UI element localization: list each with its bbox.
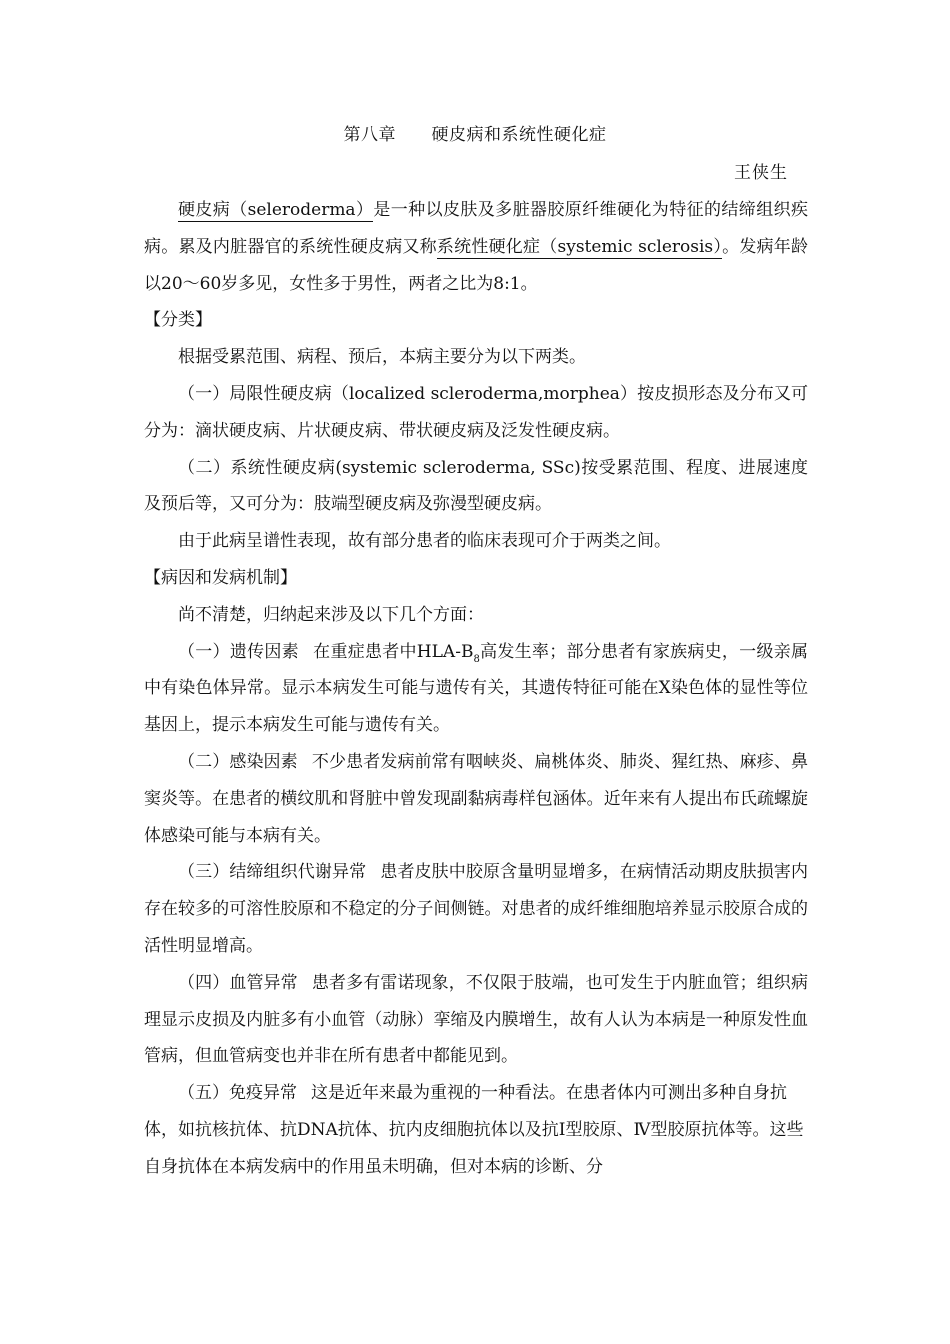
section-heading-classification: 【分类】 <box>144 310 212 331</box>
etiology-metabolism-label: （三）结缔组织代谢异常 <box>178 862 367 883</box>
chapter-name: 硬皮病和系统性硬化症 <box>431 125 607 145</box>
etiology-genetic <box>144 634 808 744</box>
chapter-title <box>0 120 950 145</box>
etiology-vascular-label: （四）血管异常 <box>178 972 298 993</box>
chapter-number: 第八章 <box>343 125 397 145</box>
intro-text-1: 是一种以皮肤及多脏器胶原纤维硬化为特征的结缔组织疾病。累及内脏器官的系统性硬皮病又称 <box>144 200 808 257</box>
etiology-vascular-text: 患者多有雷诺现象，不仅限于肢端，也可发生于内脏血管；组织病理显示皮损及内脏多有小血管（动脉）挛缩及内膜增生，故有人认为本病是一种原发性血管病，但血管病变也并非在所有患者中都能见到。 <box>144 972 809 1067</box>
classification-localized: （一）局限性硬皮病（localized scleroderma,morphea）按皮损形态及分布又可分为：滴状硬皮病、片状硬皮病、带状硬皮病及泛发性硬皮病。 <box>144 383 808 441</box>
term-systemic-sclerosis: 系统性硬化症（systemic sclerosis） <box>436 236 723 257</box>
etiology-infection <box>144 744 808 854</box>
etiology-metabolism-text: 患者皮肤中胶原含量明显增多，在病情活动期皮肤损害内存在较多的可溶性胶原和不稳定的分子间侧链。对患者的成纤维细胞培养显示胶原合成的活性明显增高。 <box>144 862 809 956</box>
etiology-vascular <box>144 965 808 1075</box>
classification-intro: 根据受累范围、病程、预后，本病主要分为以下两类。 <box>178 347 586 368</box>
document-body <box>144 192 808 1186</box>
classification-note: 由于此病呈谱性表现，故有部分患者的临床表现可介于两类之间。 <box>178 531 671 552</box>
etiology-immune-label: （五）免疫异常 <box>178 1083 297 1104</box>
hla-subscript: 8 <box>473 653 480 665</box>
etiology-genetic-text-a: 在重症患者中HLA-B <box>312 641 474 662</box>
etiology-infection-text: 不少患者发病前常有咽峡炎、扁桃体炎、肺炎、猩红热、麻疹、鼻窦炎等。在患者的横纹肌和肾脏中曾发现副黏病毒样包涵体。近年来有人提出布氏疏螺旋体感染可能与本病有关。 <box>144 751 809 846</box>
etiology-genetic-text-b: 高发生率；部分患者有家族病史，一级亲属中有染色体异常。显示本病发生可能与遗传有关，其遗传特征可能在X染色体的显性等位基因上，提示本病发生可能与遗传有关。 <box>144 641 809 736</box>
etiology-immune <box>144 1075 808 1185</box>
classification-systemic: （二）系统性硬皮病(systemic scleroderma, SSc)按受累范围、程度、进展速度及预后等，又可分为：肢端型硬皮病及弥漫型硬皮病。 <box>144 457 808 515</box>
etiology-immune-text: 这是近年来最为重视的一种看法。在患者体内可测出多种自身抗体，如抗核抗体、抗DNA抗体、抗内皮细胞抗体以及抗Ⅰ型胶原、Ⅳ型胶原抗体等。这些自身抗体在本病发病中的作用虽未明确，但对本病的诊断、分 <box>144 1083 804 1177</box>
term-scleroderma: 硬皮病（seleroderma） <box>178 200 374 220</box>
etiology-intro: 尚不清楚，归纳起来涉及以下几个方面： <box>178 604 484 625</box>
intro-paragraph <box>144 192 808 302</box>
etiology-genetic-label: （一）遗传因素 <box>178 641 299 662</box>
etiology-metabolism <box>144 854 808 964</box>
intro-text-2: 。发病年龄以20～60岁多见，女性多于男性，两者之比为8:1。 <box>144 236 809 294</box>
author-name: 王侠生 <box>734 163 788 183</box>
section-heading-etiology: 【病因和发病机制】 <box>144 567 297 588</box>
etiology-infection-label: （二）感染因素 <box>178 751 298 772</box>
